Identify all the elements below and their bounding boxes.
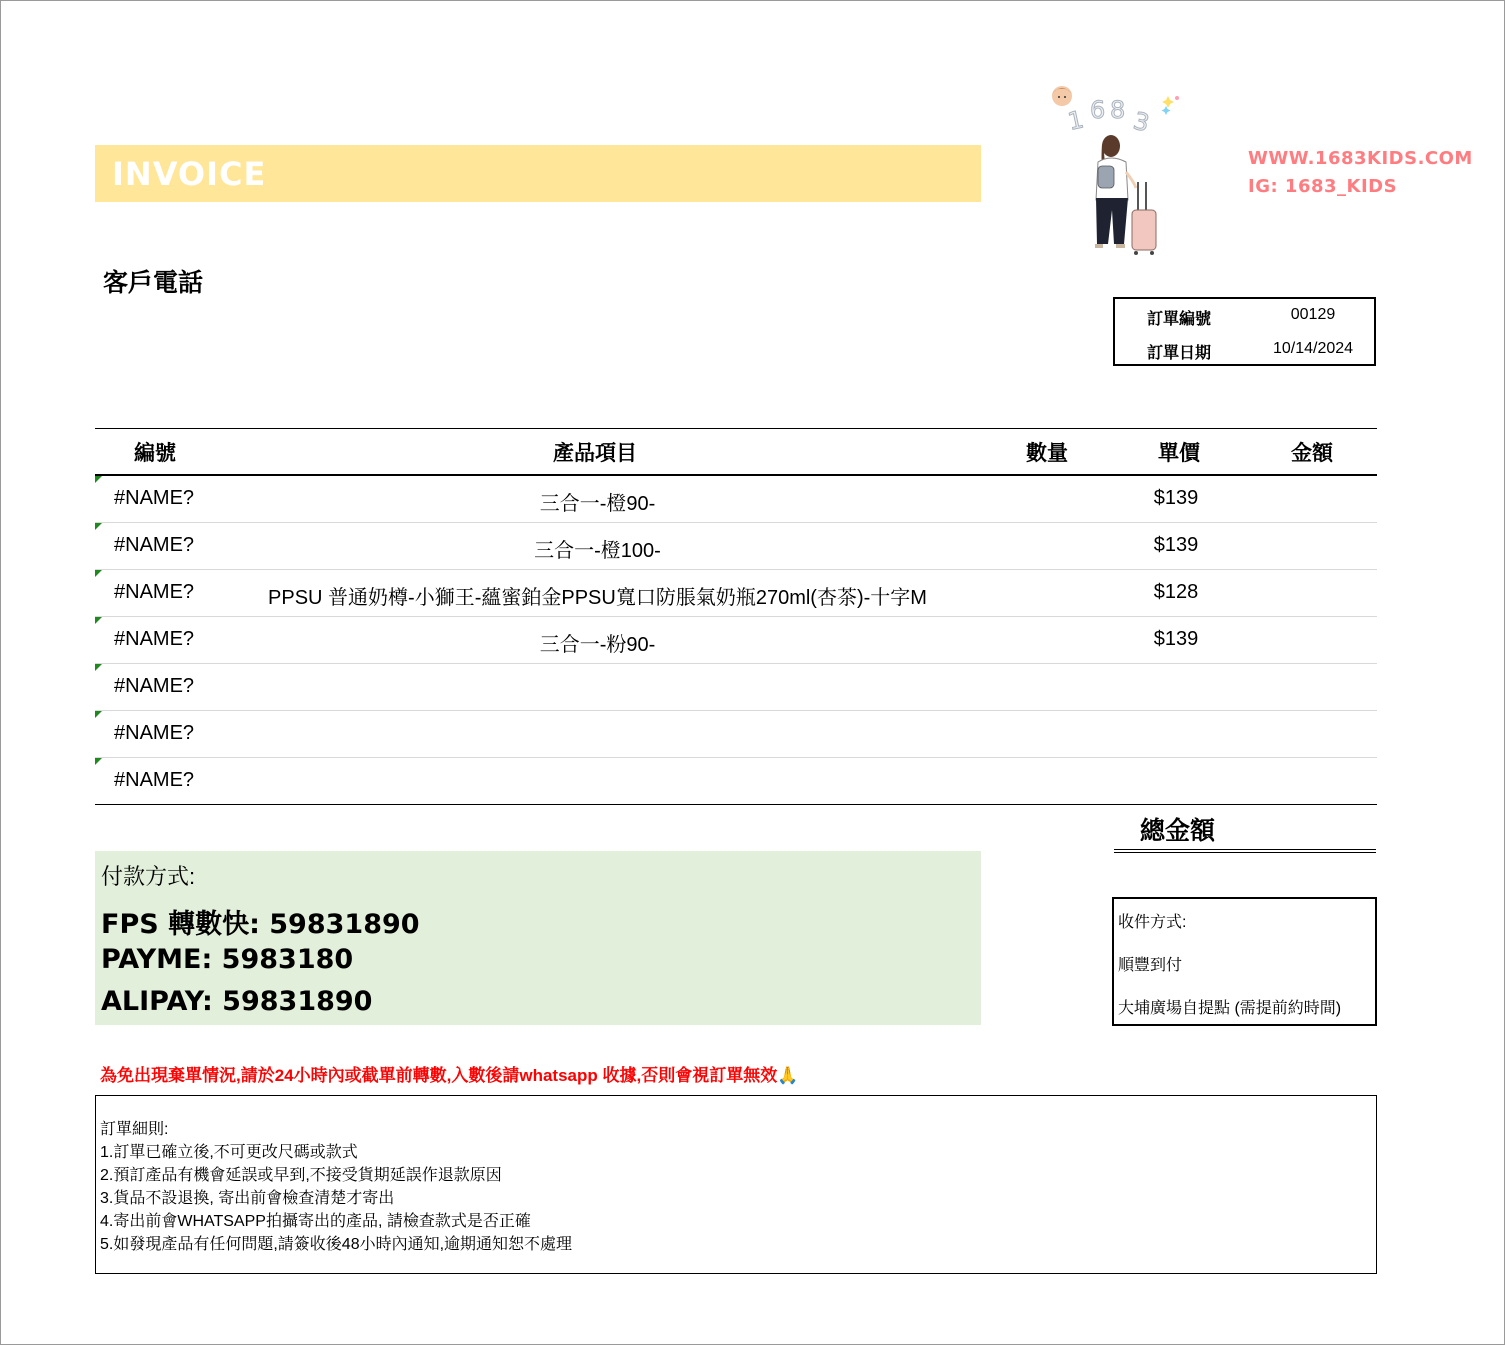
error-indicator-icon <box>95 476 102 483</box>
table-top-border <box>95 428 1377 429</box>
payment-fps: FPS 轉數快: 59831890 <box>101 909 420 940</box>
svg-text:8: 8 <box>1110 96 1126 124</box>
order-number-value: 00129 <box>1290 306 1336 323</box>
error-indicator-icon <box>95 711 102 718</box>
terms-line: 1.訂單已確立後,不可更改尺碼或款式 <box>100 1144 358 1161</box>
svg-text:3: 3 <box>1130 106 1153 138</box>
total-underline <box>1114 849 1376 850</box>
row-item: 三合一-橙100- <box>534 540 661 562</box>
row-code: #NAME? <box>114 487 195 509</box>
table-row <box>95 476 1377 523</box>
brand-logo <box>1040 82 1190 262</box>
total-amount-label: 總金額 <box>1140 817 1216 845</box>
column-header-price: 單價 <box>1158 442 1200 465</box>
error-indicator-icon <box>95 664 102 671</box>
table-row <box>95 570 1377 617</box>
table-row <box>95 617 1377 664</box>
terms-line: 3.貨品不設退換, 寄出前會檢查清楚才寄出 <box>100 1190 395 1207</box>
order-date-value: 10/14/2024 <box>1272 340 1354 357</box>
total-underline <box>1114 852 1376 853</box>
order-number-label: 訂單編號 <box>1147 311 1212 328</box>
row-code: #NAME? <box>114 675 195 697</box>
error-indicator-icon <box>95 570 102 577</box>
error-indicator-icon <box>95 523 102 530</box>
column-header-amount: 金額 <box>1291 442 1333 465</box>
order-terms-box <box>95 1095 1377 1274</box>
order-number-row <box>1115 299 1374 331</box>
column-header-item: 產品項目 <box>553 442 637 465</box>
brand-instagram-handle: IG: 1683_KIDS <box>1248 176 1398 197</box>
invoice-title: INVOICE <box>112 155 267 193</box>
row-price: $139 <box>1153 628 1199 650</box>
brand-website-link[interactable]: WWW.1683KIDS.COM <box>1248 148 1473 169</box>
delivery-title: 收件方式: <box>1118 914 1187 931</box>
delivery-option-sf: 順豐到付 <box>1118 957 1183 974</box>
error-indicator-icon <box>95 617 102 624</box>
row-code: #NAME? <box>114 722 195 744</box>
row-price: $139 <box>1153 534 1199 556</box>
row-code: #NAME? <box>114 769 195 791</box>
row-code: #NAME? <box>114 581 195 603</box>
logo-number-text: 1 <box>1065 105 1087 136</box>
payment-alipay: ALIPAY: 59831890 <box>101 986 373 1017</box>
delivery-method-box <box>1112 897 1377 1026</box>
terms-line: 2.預訂產品有機會延誤或早到,不接受貨期延誤作退款原因 <box>100 1167 502 1184</box>
order-date-label: 訂單日期 <box>1147 345 1212 362</box>
payment-title: 付款方式: <box>101 864 196 889</box>
row-price: $128 <box>1153 581 1199 603</box>
terms-line: 5.如發現產品有任何問題,請簽收後48小時內通知,逾期通知恕不處理 <box>100 1236 573 1253</box>
row-code: #NAME? <box>114 534 195 556</box>
row-code: #NAME? <box>114 628 195 650</box>
row-item: 三合一-橙90- <box>539 493 656 515</box>
table-row <box>95 758 1377 805</box>
order-info-box <box>1113 297 1376 366</box>
payment-payme: PAYME: 5983180 <box>101 944 354 975</box>
column-header-qty: 數量 <box>1026 442 1068 465</box>
table-row <box>95 523 1377 570</box>
table-row <box>95 711 1377 758</box>
row-item: 三合一-粉90- <box>539 634 656 656</box>
terms-line: 4.寄出前會WHATSAPP拍攝寄出的產品, 請檢查款式是否正確 <box>100 1213 531 1230</box>
customer-phone-label: 客戶電話 <box>103 269 204 297</box>
row-price: $139 <box>1153 487 1199 509</box>
delivery-option-pickup: 大埔廣場自提點 (需提前約時間) <box>1118 1000 1342 1017</box>
svg-text:6: 6 <box>1090 96 1106 124</box>
order-date-row <box>1115 333 1374 365</box>
row-item: PPSU 普通奶樽-小獅王-蘊蜜鉑金PPSU寬口防脹氣奶瓶270ml(杏茶)-十字M <box>268 587 927 609</box>
column-header-code: 編號 <box>134 442 176 465</box>
error-indicator-icon <box>95 758 102 765</box>
terms-title: 訂單細則: <box>100 1121 169 1138</box>
table-row <box>95 664 1377 711</box>
payment-warning-text: 為免出現棄單情況,請於24小時內或截單前轉數,入數後請whatsapp 收據,否則會視訂單無效🙏 <box>100 1066 799 1085</box>
